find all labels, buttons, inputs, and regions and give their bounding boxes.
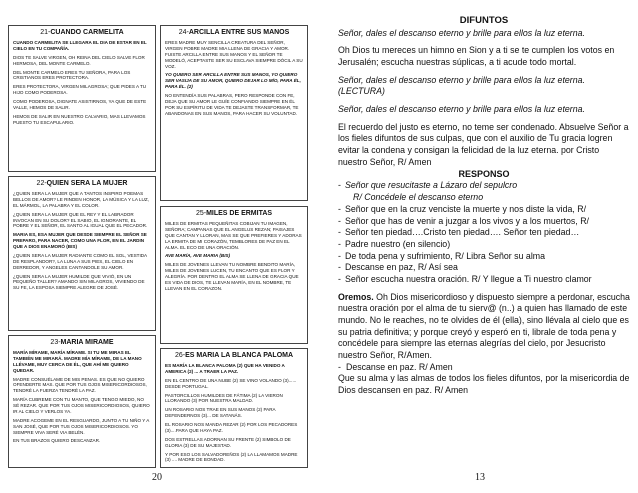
verse-paragraph: YO QUIERO SER ARCILLA ENTRE SUS MANOS, YO QUIERO SER VASIJA DE SU AMOR, QUIERO DEJAR LO MÍO, PARA ÉL, PARA ÉL. (2): [165, 72, 301, 90]
verse-paragraph: MARÍA CUBREME CON TU MANTO, QUE TENGO MIEDO, NO SÉ REZAR. QUE POR TUS OJOS MISERICORDIOSOS, QUIERO IR AL CIELO Y VERLOS YA.: [13, 397, 150, 414]
oremos-text: Oh Dios misericordioso y dispuesto siempre a perdonar, escucha nuestra oración por el alma de tu sierv@ (n..) a quien has llamado de este mundo. No le reaches, no te olvides de él (ella), sino llévala al cielo que es su patria definitiva; y porque creyó y esperó en ti, librale de toda pena y concédele para siempre las eternas alegrías del cielo, por Jesucristo nuestro Señor, R/Amen.: [338, 291, 630, 361]
antiphon: Señor, dales el descanso eterno y brille para ellos la luz eterna.: [338, 104, 585, 115]
song-box-22: [8, 176, 156, 331]
song-box-21: [8, 25, 156, 172]
page-number-left: 20: [152, 472, 162, 483]
song-title: CUANDO CARMELITA: [50, 29, 124, 36]
verse-paragraph: MARÍA MÍRAME, MARÍA MÍRAME. SI TU ME MIRAS EL TAMBIÉN ME MIRARÁ. MADRE MÍA MÍRAME, DE LA MANO LLÉVAME, MUY CERCA DE ÉL, QUE AHÍ ME QUIERO QUEDAR.: [13, 350, 142, 373]
verse-paragraph: ERES PROTECTORA, VIRGEN MILAGROSA; QUE PIDES A TU HIJO COMO PODEROSA.: [13, 84, 147, 96]
responso-item: - Señor que has de venir a juzgar a los vivos y a los muertos, R/: [338, 215, 589, 226]
verse-paragraph: HEMOS DE SALIR EN NUESTRO CALVARIO, MAS LLEVAMOS PUESTO TU ESCAPULARIO.: [13, 113, 146, 125]
responso-text: Señor que en la cruz venciste la muerte y nos diste la vida, R/: [345, 203, 587, 214]
prayer-paragraph: Oh Dios tu mereces un himno en Sion y a ti se te cumplen los votos en Jerusalén; escucha nuestras súplicas, a ti acude todo mortal.: [338, 45, 615, 67]
song-number: 21-: [40, 29, 51, 36]
song-body: [9, 350, 155, 444]
verse-paragraph: ¿QUIEN SERA LA MUJER RADIANTE COMO EL SOL, VESTIDA DE RESPLANDOR?, LA LUNA A SUS PIES, EL CIELO EN DERREDOR, Y ANGELES CANTANDOLE SU AMOR.: [13, 252, 147, 270]
song-title: ARCILLA ENTRE SUS MANOS: [188, 29, 290, 36]
verse-paragraph: DIOS TE SALVE VIRGEN, OH REINA DEL CIELO SALVE FLOR HERMOSA, DEL MONTE CARMELO.: [13, 54, 145, 66]
verse-paragraph: ERES MADRE MUY SENCILLA CREATURA DEL SEÑOR, VIRGEN POBRE MADRE MIA LLENA DE GRACIA Y AMOR. FUISTE ARCILLA ENTRE SUS MANOS Y EL SEÑOR TE MODELÓ, ACEPTASTE SER SU ESCLAVA SIEMPRE DÓCIL A SU VOZ.: [165, 40, 303, 69]
verse-paragraph: EN TUS BRAZOS QUIERO DESCANZAR.: [13, 438, 101, 444]
responso-text: Padre nuestro (en silencio): [345, 238, 451, 249]
responso-title: RESPONSO: [458, 168, 510, 179]
verse-paragraph: AVE MARÍA, AVE MARIA (BIS): [165, 253, 231, 259]
antiphon: Señor, dales el descanso eterno y brille para ellos la luz eterna.: [338, 74, 585, 85]
verse-paragraph: MADRE ACOGEME EN EL RESGUARDO, JUNTO A TU NIÑO Y A SAN JOSÉ, QUE POR TUS OJOS MISERICORDIOSOS. YO SIEMPRE VIVA SERÉ VIA BELÉN.: [13, 417, 150, 435]
responso-item: - Señor ten piedad….Cristo ten piedad…. Señor ten piedad…: [338, 227, 580, 238]
oremos-label: Oremos.: [338, 291, 374, 302]
song-body: [9, 191, 155, 291]
responso-text: Señor escucha nuestra oración. R/ Y llegue a Ti nuestro clamor: [345, 273, 592, 284]
verse-paragraph: ¿QUIEN SERA LA MUJER QUE EL REY Y EL LABRADOR INVOCAN EN SU DOLOR? EL SABIO, EL IGNORANTE, EL POBRE Y EL SEÑOR, EL SANTO AL IGUAL QUE EL PECADOR.: [13, 211, 148, 229]
song-number: 26-: [174, 352, 186, 359]
oremos-paragraph: [338, 292, 630, 362]
verse-paragraph: MILES DE JOVENES LLEVAN TU NOMBRE BENDITO MARÍA, MILES DE JOVENES LUCEN, TU ENCANTO QUE ES FLOR Y ALEGRÍA. POR DENTRO EL ALMA SE LLENA DE GRACIA QUE ES VIDA DE DIOS, TE LLEVAN MARÍA, EN EL NOMBRE, TE LLEVAN EN EL CORAZON.: [165, 262, 299, 291]
song-number: 23-: [50, 339, 61, 346]
responso-item: - Señor escucha nuestra oración. R/ Y llegue a Ti nuestro clamor: [338, 273, 592, 284]
song-box-26: [160, 348, 308, 468]
responso-text: Señor que has de venir a juzgar a los vivos y a los muertos, R/: [345, 215, 589, 226]
verse-paragraph: EN EL CENTRO DE UNA NUBE (2) SE VINO VOLANDO (3)...... DESDE PORTUGAL.: [165, 377, 297, 389]
song-title: MARIA MIRAME: [60, 339, 114, 346]
responso-item: - Padre nuestro (en silencio): [338, 238, 451, 249]
page-number-right: 13: [475, 472, 485, 483]
song-title: ES MARIA LA BLANCA PALOMA: [185, 352, 294, 359]
song-box-24: [160, 25, 308, 201]
verse-paragraph: Y POR ESO LOS SALVADOREÑOS (2) LA LLAMAMOS MADRE (3) .... MADRE DE BONDAD.: [165, 451, 298, 463]
verse-paragraph: MADRE CONSUÉLAME DE MIS PENAS. ES QUE NO QUIERO OFENDERTE MAS. QUE POR TUS OJOS MISERICORDIOSOS, TENDRÉ LA FUERZA TENDRÉ LA PAZ.: [13, 376, 147, 394]
responso-list: [338, 180, 630, 285]
responso-text: Descanse en paz, R/ Así sea: [345, 262, 458, 273]
song-body: [161, 40, 307, 117]
verse-paragraph: COMO PODEROSA, DIGNATE ASISTIRNOS, YA QUE DE ESTE VALLE, HEMOS DE SALIR.: [13, 99, 147, 110]
song-title: MILES DE ERMITAS: [206, 210, 273, 217]
verse-paragraph: PASTORCILLOS HUMILDES DE FÁTIMA (2) LA VIERON LLORANDO (3) POR NUESTRA MALDAD.: [165, 392, 283, 404]
right-page: [338, 15, 630, 397]
song-body: [161, 363, 307, 463]
song-body: [161, 221, 307, 292]
verse-paragraph: EL ROSARIO NOS MANDA REZAR (2) POR LOS PECADORES (3)....PARA QUE HAYA PAZ.: [165, 422, 298, 433]
responso-item: - Descanse en paz, R/ Así sea: [338, 262, 458, 273]
verse-paragraph: DOS ESTRELLAS ADORNAN SU FRENTE (2) SIMBOLO DE GLORIA (3) DE SU MAJESTAD.: [165, 436, 291, 448]
song-box-25: [160, 206, 308, 344]
song-box-23: [8, 335, 156, 468]
song-number: 22-: [36, 180, 47, 187]
responso-item: [338, 192, 630, 204]
closing-rest: Descanse en paz. R/ Amen: [346, 361, 453, 372]
verse-paragraph: ¿QUIEN SERA LA MUJER QUE A TANTOS INSPIRO POEMAS BELLOS DE AMOR? LE RINDEN HONOR, LA MÚSICA Y LA LUZ, EL MÁRMOL, LA PALABRA Y EL COLOR.: [13, 191, 149, 208]
responso-text: R/ Concédele el descanso eterno: [353, 192, 484, 203]
reading-label: (LECTURA): [338, 86, 385, 97]
verse-paragraph: ES MARÍA LA BLANCA PALOMA (2) QUE HA VENIDO A AMERICA (2) ... A TRAER LA PAZ.: [165, 363, 285, 374]
verse-paragraph: MILES DE ERMITAS PEQUEÑITAS COBIJAN TU IMAGEN, SEÑORA; CAMPANAS QUE EL ANGELUS REZAN; PAISAJES QUE CANTAN Y LLORAN, MAS SE QUE PREFIERES Y ADORAS LA ERMITA DE MI CORAZÓN, TEMBLORES DE PAZ EN EL ALMA. EL ECO DE UNA ORACIÓN.: [165, 221, 302, 250]
page-title: DIFUNTOS: [459, 15, 509, 26]
closing-final: Que su alma y las almas de todos los fieles difuntos, por la misericordia de Dios descansen en paz. R/ Amen: [338, 373, 630, 396]
verse-paragraph: DEL MONTE CARMELO ERES TU SEÑORA, PARA LOS CRISTIANOS ERES PROTECTORA.: [13, 69, 131, 81]
antiphon: Señor, dales el descanso eterno y brille para ellos la luz eterna.: [338, 27, 585, 38]
responso-text: De toda pena y sufrimiento, R/ Libra Señor su alma: [345, 250, 545, 261]
verse-paragraph: UN ROSARIO NOS TRAE EN SUS MANOS (2) PARA DEFENDERNOS (3)... DE SATANÁS.: [165, 407, 276, 419]
verse-paragraph: CUANDO CARMELITA SE LLEGARA EL DIA DE ESTAR EN EL CIELO EN TU COMPAÑÍA.: [13, 40, 147, 51]
prayer-paragraph: El recuerdo del justo es eterno, no teme ser condenado. Absuelve Señor a los fieles difuntos de sus culpas, que con el auxilio de Tu gracia logren evitar la condena y consigan la felicidad de la luz eterna. por Cristo nuestro Señor, R/ Amen: [338, 121, 629, 167]
responso-text: Señor ten piedad….Cristo ten piedad…. Señor ten piedad…: [345, 227, 580, 238]
responso-item: - Señor que resucitaste a Lázaro del sepulcro: [338, 180, 518, 191]
responso-text: Señor que resucitaste a Lázaro del sepulcro: [345, 180, 518, 191]
responso-item: - De toda pena y sufrimiento, R/ Libra Señor su alma: [338, 250, 545, 261]
song-body: [9, 40, 155, 126]
responso-item: - Señor que en la cruz venciste la muerte y nos diste la vida, R/: [338, 203, 587, 214]
song-number: 25-: [195, 210, 207, 217]
closing-line: - Descanse en paz. R/ Amen: [338, 361, 453, 372]
verse-paragraph: ¿QUIEN SERA LA MUJER HUMILDE QUE VIVIÓ, EN UN PEQUEÑO TALLER? AMANDO SIN MILAGROS, VIVIENDO DE SU FE, LA ESPOSA SIEMPRE ALEGRE DE JOSÉ.: [13, 273, 145, 291]
verse-paragraph: NO ENTENDÍA SUS PALABRAS, PERO RESPONDE CON FE, DEJA QUE SU AMOR LE GUÍE CONFIANDO SIEMPRE EN ÉL POR SU ESPÍRITU DE VIDA TE DEJASTE TRANSFORMAR, TE ABANDONAS EN SUS MANOS, PARA HACER SU VOLUNTAD.: [165, 93, 299, 116]
song-title: QUIEN SERA LA MUJER: [46, 180, 128, 187]
verse-paragraph: MARIA ES, ESA MUJER QUE DESDE SIEMPRE EL SEÑOR SE PREPARO, PARA NACER, COMO UNA FLOR, EN EL JARDIN QUE A DIOS ENAMORÓ (BIS): [13, 232, 147, 249]
song-number: 24-: [178, 29, 189, 36]
